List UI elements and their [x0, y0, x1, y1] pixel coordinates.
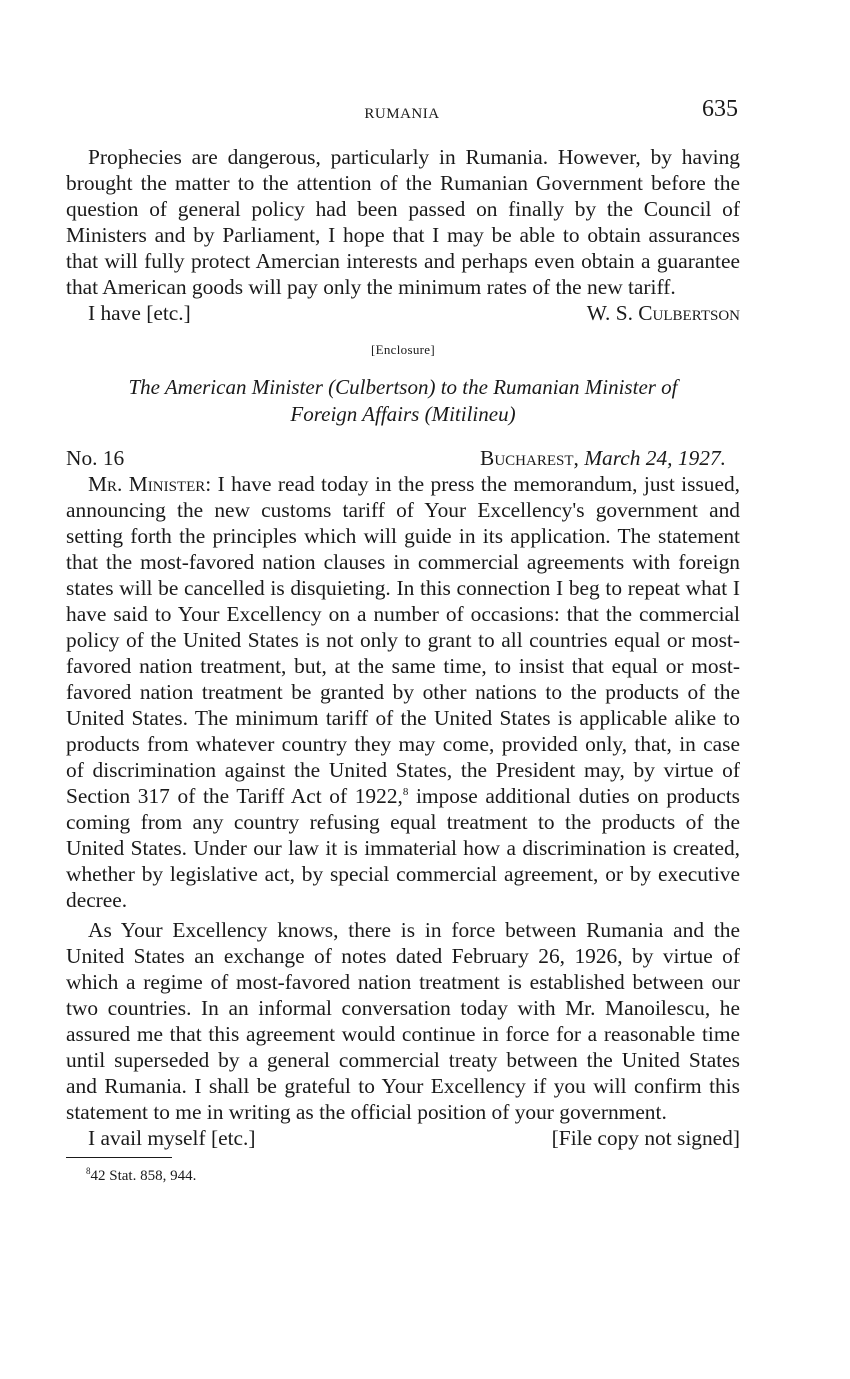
letter-paragraph-1-continued: impose additional duties on products coming from any country refusing equal treatment to the products of the United States. Under our law it is immaterial how a discrimination is created, whether by legislative act, by special commercial agreement, or by executive decree.: [66, 784, 740, 912]
running-head: RUMANIA: [364, 106, 440, 122]
footnote: [66, 1166, 740, 1186]
intro-paragraph: Prophecies are dangerous, particularly in Rumania. However, by having brought the matter to the attention of the Rumanian Government before the question of general policy had been passed on finally by the Council of Ministers and by Parliament, I hope that I may be able to obtain assurances that will fully protect Amercian interests and perhaps even obtain a guarantee that American goods will pay only the minimum rates of the new tariff.: [66, 145, 740, 299]
document-title-line-2: Foreign Affairs (Mitilineu): [290, 402, 516, 426]
letter-closing: [66, 1125, 740, 1151]
closing-phrase: I have [etc.]: [88, 301, 191, 325]
footnote-text: 42 Stat. 858, 944.: [90, 1168, 197, 1184]
despatch-closing: [66, 300, 740, 326]
document-number: No. 16: [66, 446, 125, 470]
signature: W. S. Culbertson: [586, 301, 740, 325]
footnote-rule: [66, 1157, 172, 1158]
page-body: [66, 144, 740, 1186]
signature-note: [File copy not signed]: [551, 1126, 740, 1150]
salutation: Mr. Minister:: [88, 472, 212, 496]
letter-closing-phrase: I avail myself [etc.]: [88, 1126, 256, 1150]
document-title: [66, 374, 740, 428]
page-header: [66, 96, 738, 130]
place: Bucharest,: [480, 446, 579, 470]
enclosure-label: [Enclosure]: [371, 342, 435, 357]
page-number: 635: [702, 96, 738, 122]
letter-paragraph-2: As Your Excellency knows, there is in force between Rumania and the United States an exchange of notes dated February 26, 1926, by virtue of which a regime of most-favored nation treatment is established between our two countries. In an informal conversation today with Mr. Manoilescu, he assured me that this agreement would continue in force for a reasonable time until superseded by a general commercial treaty between the United States and Rumania. I shall be grateful to Your Excellency if you will confirm this statement to me in writing as the official position of your government.: [66, 918, 740, 1124]
dateline: [66, 445, 740, 471]
letter-paragraph-1-text: I have read today in the press the memorandum, just issued, announcing the new customs tariff of Your Excellency's government and setting forth the principles which will guide in its application. The statement that the most-favored nation clauses in commercial agreements with foreign states will be cancelled is disquieting. In this connection I beg to repeat what I have said to Your Excellency on a number of occasions: that the commercial policy of the United States is not only to grant to all countries equal or most-favored nation treatment, but, at the same time, to insist that equal or most-favored nation treatment be granted by other nations to the products of the United States. The minimum tariff of the United States is applicable alike to products from whatever country they may come, provided only, that, in case of discrimination against the United States, the President may, by virtue of Section 317 of the Tariff Act of 1922,: [66, 472, 740, 808]
document-title-line-1: The American Minister (Culbertson) to the Rumanian Minister of: [128, 375, 678, 399]
date: March 24, 1927.: [584, 446, 726, 470]
footnote-marker: 8: [86, 1166, 91, 1176]
letter-paragraph-1: [66, 471, 740, 913]
footnote-reference: 8: [402, 785, 409, 798]
place-and-date: [480, 445, 726, 471]
